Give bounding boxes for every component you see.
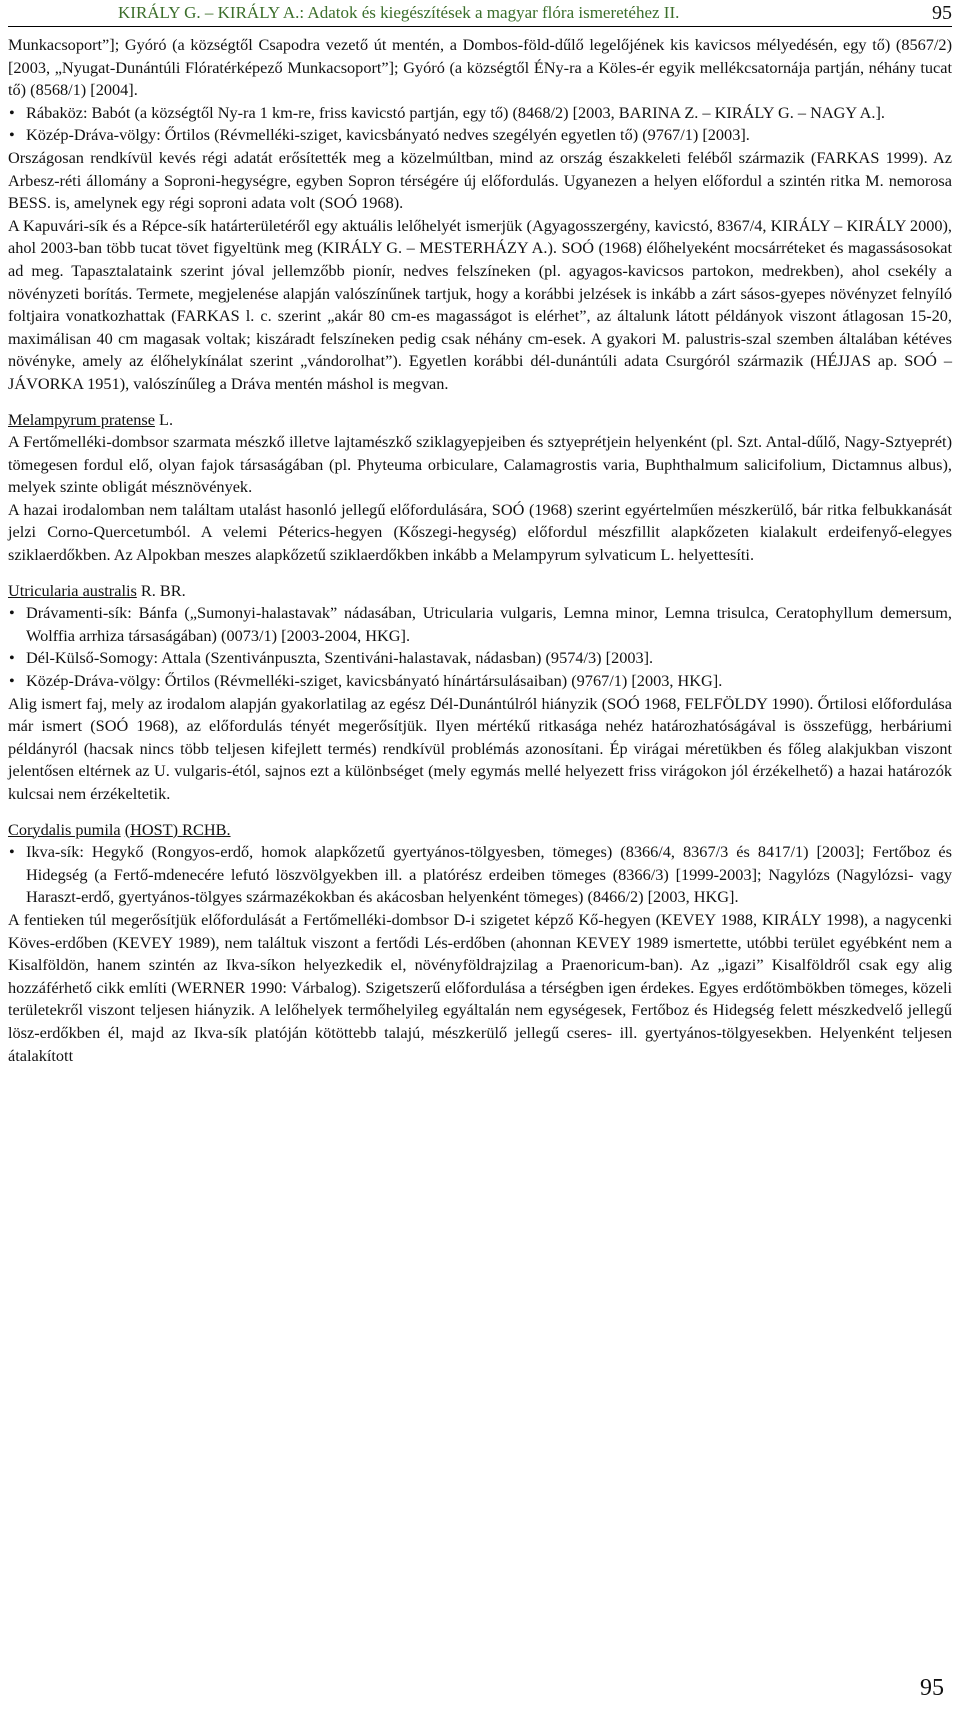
species-author-open: ( bbox=[124, 819, 131, 839]
paragraph: Munkacsoport”]; Gyóró (a községtől Csapodra vezető út mentén, a Dombos-föld-dűlő legelőjének kis kavicsos mélyedésén, egy tő) (8567/2) [2003, „Nyugat-Dunántúli Flóratérképező Munkacsoport”]; Gyóró (a községtől ÉNy-ra a Köles-ér egyik mellékcsatornája partján, néhány tucat tő) (8568/1) [2004]. bbox=[8, 35, 952, 100]
species-author: L. bbox=[159, 409, 174, 429]
species-heading bbox=[8, 819, 952, 842]
species-author-close: ) bbox=[172, 819, 183, 839]
species-name: Melampyrum pratense bbox=[8, 409, 155, 429]
bullet-item: • Közép-Dráva-völgy: Őrtilos (Révmelléki-sziget, kavicsbányató nedves szegélyén egyetlen tő) (9767/1) [2003]. bbox=[8, 124, 952, 147]
bullet-item: • Drávamenti-sík: Bánfa („Sumonyi-halastavak” nádasában, Utricularia vulgaris, Lemna minor, Lemna trisulca, Ceratophyllum demersum, Wolffia arrhiza társaságában) (0073/1) [2003-2004, HKG]. bbox=[8, 602, 952, 647]
page bbox=[8, 0, 952, 1710]
bullet-item: • Rábaköz: Babót (a községtől Ny-ra 1 km-re, friss kavicstó partján, egy tő) (8468/2) [2003, BARINA Z. – KIRÁLY G. – NAGY A.]. bbox=[8, 102, 952, 125]
paragraph: Országosan rendkívül kevés régi adatát erősítették meg a közelmúltban, mind az ország északkeleti feléből származik (FARKAS 1999). Az Arbesz-réti állomány a Soproni-hegységre, egyben Sopron térségére új előfordulás. Ugyanezen a helyen előfordul a szintén ritka M. nemorosa BESS. is, amelynek egy régi soproni adata volt (SOÓ 1968). bbox=[8, 147, 952, 213]
running-title: KIRÁLY G. – KIRÁLY A.: Adatok és kiegészítések a magyar flóra ismeretéhez II. bbox=[118, 3, 680, 22]
species-name: Utricularia australis bbox=[8, 580, 137, 600]
species-author-rchb: RCHB bbox=[182, 819, 227, 839]
bullet-item: • Dél-Külső-Somogy: Attala (Szentivánpuszta, Szentiváni-halastavak, nádasban) (9574/3) [2003]. bbox=[8, 647, 952, 670]
bullet-item: • Ikva-sík: Hegykő (Rongyos-erdő, homok alapkőzetű gyertyános-tölgyesben, tömeges) (8366/4, 8367/3 és 8417/1) [2003]; Fertőboz és Hidegség (a Fertő-mdenecére lefutó löszvölgyekben ill. a platórész erdeiben tömeges (8366/3) [1999-2003]; Nagylózs (Nagylózsi- vagy Haraszt-erdő, gyertyános-tölgyes származékokban és akácosban helyenként tömeges) (8466/2) [2003, HKG]. bbox=[8, 841, 952, 909]
paragraph: A fentieken túl megerősítjük előfordulását a Fertőmelléki-dombsor D-i szigetet képző Kő-hegyen (KEVEY 1988, KIRÁLY 1998), a nagycenki Köves-erdőben (KEVEY 1989), nem találtuk viszont a fertődi Lés-erdőben (ahonnan KEVEY 1989 ismertette, utóbbi terület egyébként nem a Kisalföldön, hanem szintén az Ikva-síkon helyezkedik el, növényföldrajzilag a Praenoricum-ban). Az „igazi” Kisalföldről csak egy alig hozzáférhető cikk említi (WERNER 1990: Várbalog). Szigetszerű előfordulása a térségben igen érdekes. Egyes erdőtömbökben tömeges, közeli területekről viszont teljesen hiányzik. A lelőhelyek termőhelyileg egyáltalán nem egységesek, Fertőboz és Hidegség felett mészkedvelő jellegű lösz-erdőkben él, majd az Ikva-sík platóján kötöttebb talajú, mészkerülő jellegű cseres- ill. gyertyános-tölgyesekben. Helyenként teljesen átalakított bbox=[8, 909, 952, 1065]
header-page-number: 95 bbox=[932, 2, 952, 24]
species-author-host: HOST bbox=[130, 819, 173, 839]
paragraph: A Kapuvári-sík és a Répce-sík határterületéről egy aktuális lelőhelyét ismerjük (Agyagosszergény, kavicstó, 8367/4, KIRÁLY – KIRÁLY 2000), ahol 2003-ban több tucat tövet figyeltünk meg (KIRÁLY G. – MESTERHÁZY A.). SOÓ (1968) élőhelyeként mocsárréteket és magassásosokat ad meg. Tapasztalataink szerint jóval jellemzőbb pionír, nedves felszíneken (pl. agyagos-kavicsos partokon, medrekben), ahol csekély a növényzeti borítás. Termete, megjelenése alapján valószínűnek tartjuk, hogy a korábbi jelzések is inkább a zárt sásos-gyepes növényzet felnyíló foltjaira vonatkozhattak (FARKAS l. c. szerint „akár 80 cm-es magasságot is elérhet”, az általunk látott példányok viszont átlagosan 15-20, maximálisan 40 cm magasak voltak; kiszáradt felszíneken pedig csak néhány cm-esek. A gyakori M. palustris-szal szemben általában kétéves növényke, amely az élőhelykínálat szerint „vándorolhat”). Egyetlen korábbi dél-dunántúli adata Csurgóról származik (HÉJJAS ap. SOÓ – JÁVORKA 1951), valószínűleg a Dráva mentén máshol is megvan. bbox=[8, 215, 952, 393]
species-name: Corydalis pumila bbox=[8, 819, 121, 839]
species-author: R. BR. bbox=[140, 580, 186, 600]
species-author-dot: . bbox=[226, 819, 231, 839]
article-body bbox=[8, 34, 952, 1067]
footer-page-number: 95 bbox=[920, 1675, 944, 1701]
species-heading bbox=[8, 580, 952, 603]
bullet-item: • Közép-Dráva-völgy: Őrtilos (Révmelléki-sziget, kavicsbányató hínártársulásaiban) (9767/1) [2003, HKG]. bbox=[8, 670, 952, 693]
running-header bbox=[8, 2, 952, 27]
paragraph: A hazai irodalomban nem találtam utalást hasonló jellegű előfordulására, SOÓ (1968) szerint egyértelműen mészkerülő, bár ritka felbukkanását jelzi Corno-Quercetumból. A velemi Péterics-hegyen (Kőszegi-hegység) előfordul mészfillit alapkőzeten kialakult erdeifenyő-elegyes sziklaerdőkben. Az Alpokban meszes alapkőzetű sziklaerdőkben inkább a Melampyrum sylvaticum L. helyettesíti. bbox=[8, 499, 952, 565]
species-heading bbox=[8, 409, 952, 432]
paragraph: A Fertőmelléki-dombsor szarmata mészkő illetve lajtamészkő sziklagyepjeiben és sztyeprétjein helyenként (pl. Szt. Antal-dűlő, Nagy-Sztyeprét) tömegesen fordul elő, olyan fajok társaságában (pl. Phyteuma orbiculare, Calamagrostis varia, Buphthalmum salicifolium, Dictamnus albus), melyek szinte obligát mésznövények. bbox=[8, 432, 952, 497]
paragraph: Alig ismert faj, mely az irodalom alapján gyakorlatilag az egész Dél-Dunántúlról hiányzik (SOÓ 1968, FELFÖLDY 1990). Őrtilosi előfordulása már ismert (SOÓ 1968), az előfordulás tényét megerősítjük. Ilyen mértékű ritkasága nehéz határozhatóságával is összefügg, herbáriumi példányról (hacsak nincs több teljesen kifejlett termés) rendkívül problémás azonosítani. Ép virágai méretükben és főleg alakjukban viszont jelentősen eltérnek az U. vulgaris-étól, sajnos ezt a különbséget (mely egymás mellé helyezett friss virágokon jól érzékelhető) a hazai határozók kulcsai nem érzékeltetik. bbox=[8, 693, 952, 803]
